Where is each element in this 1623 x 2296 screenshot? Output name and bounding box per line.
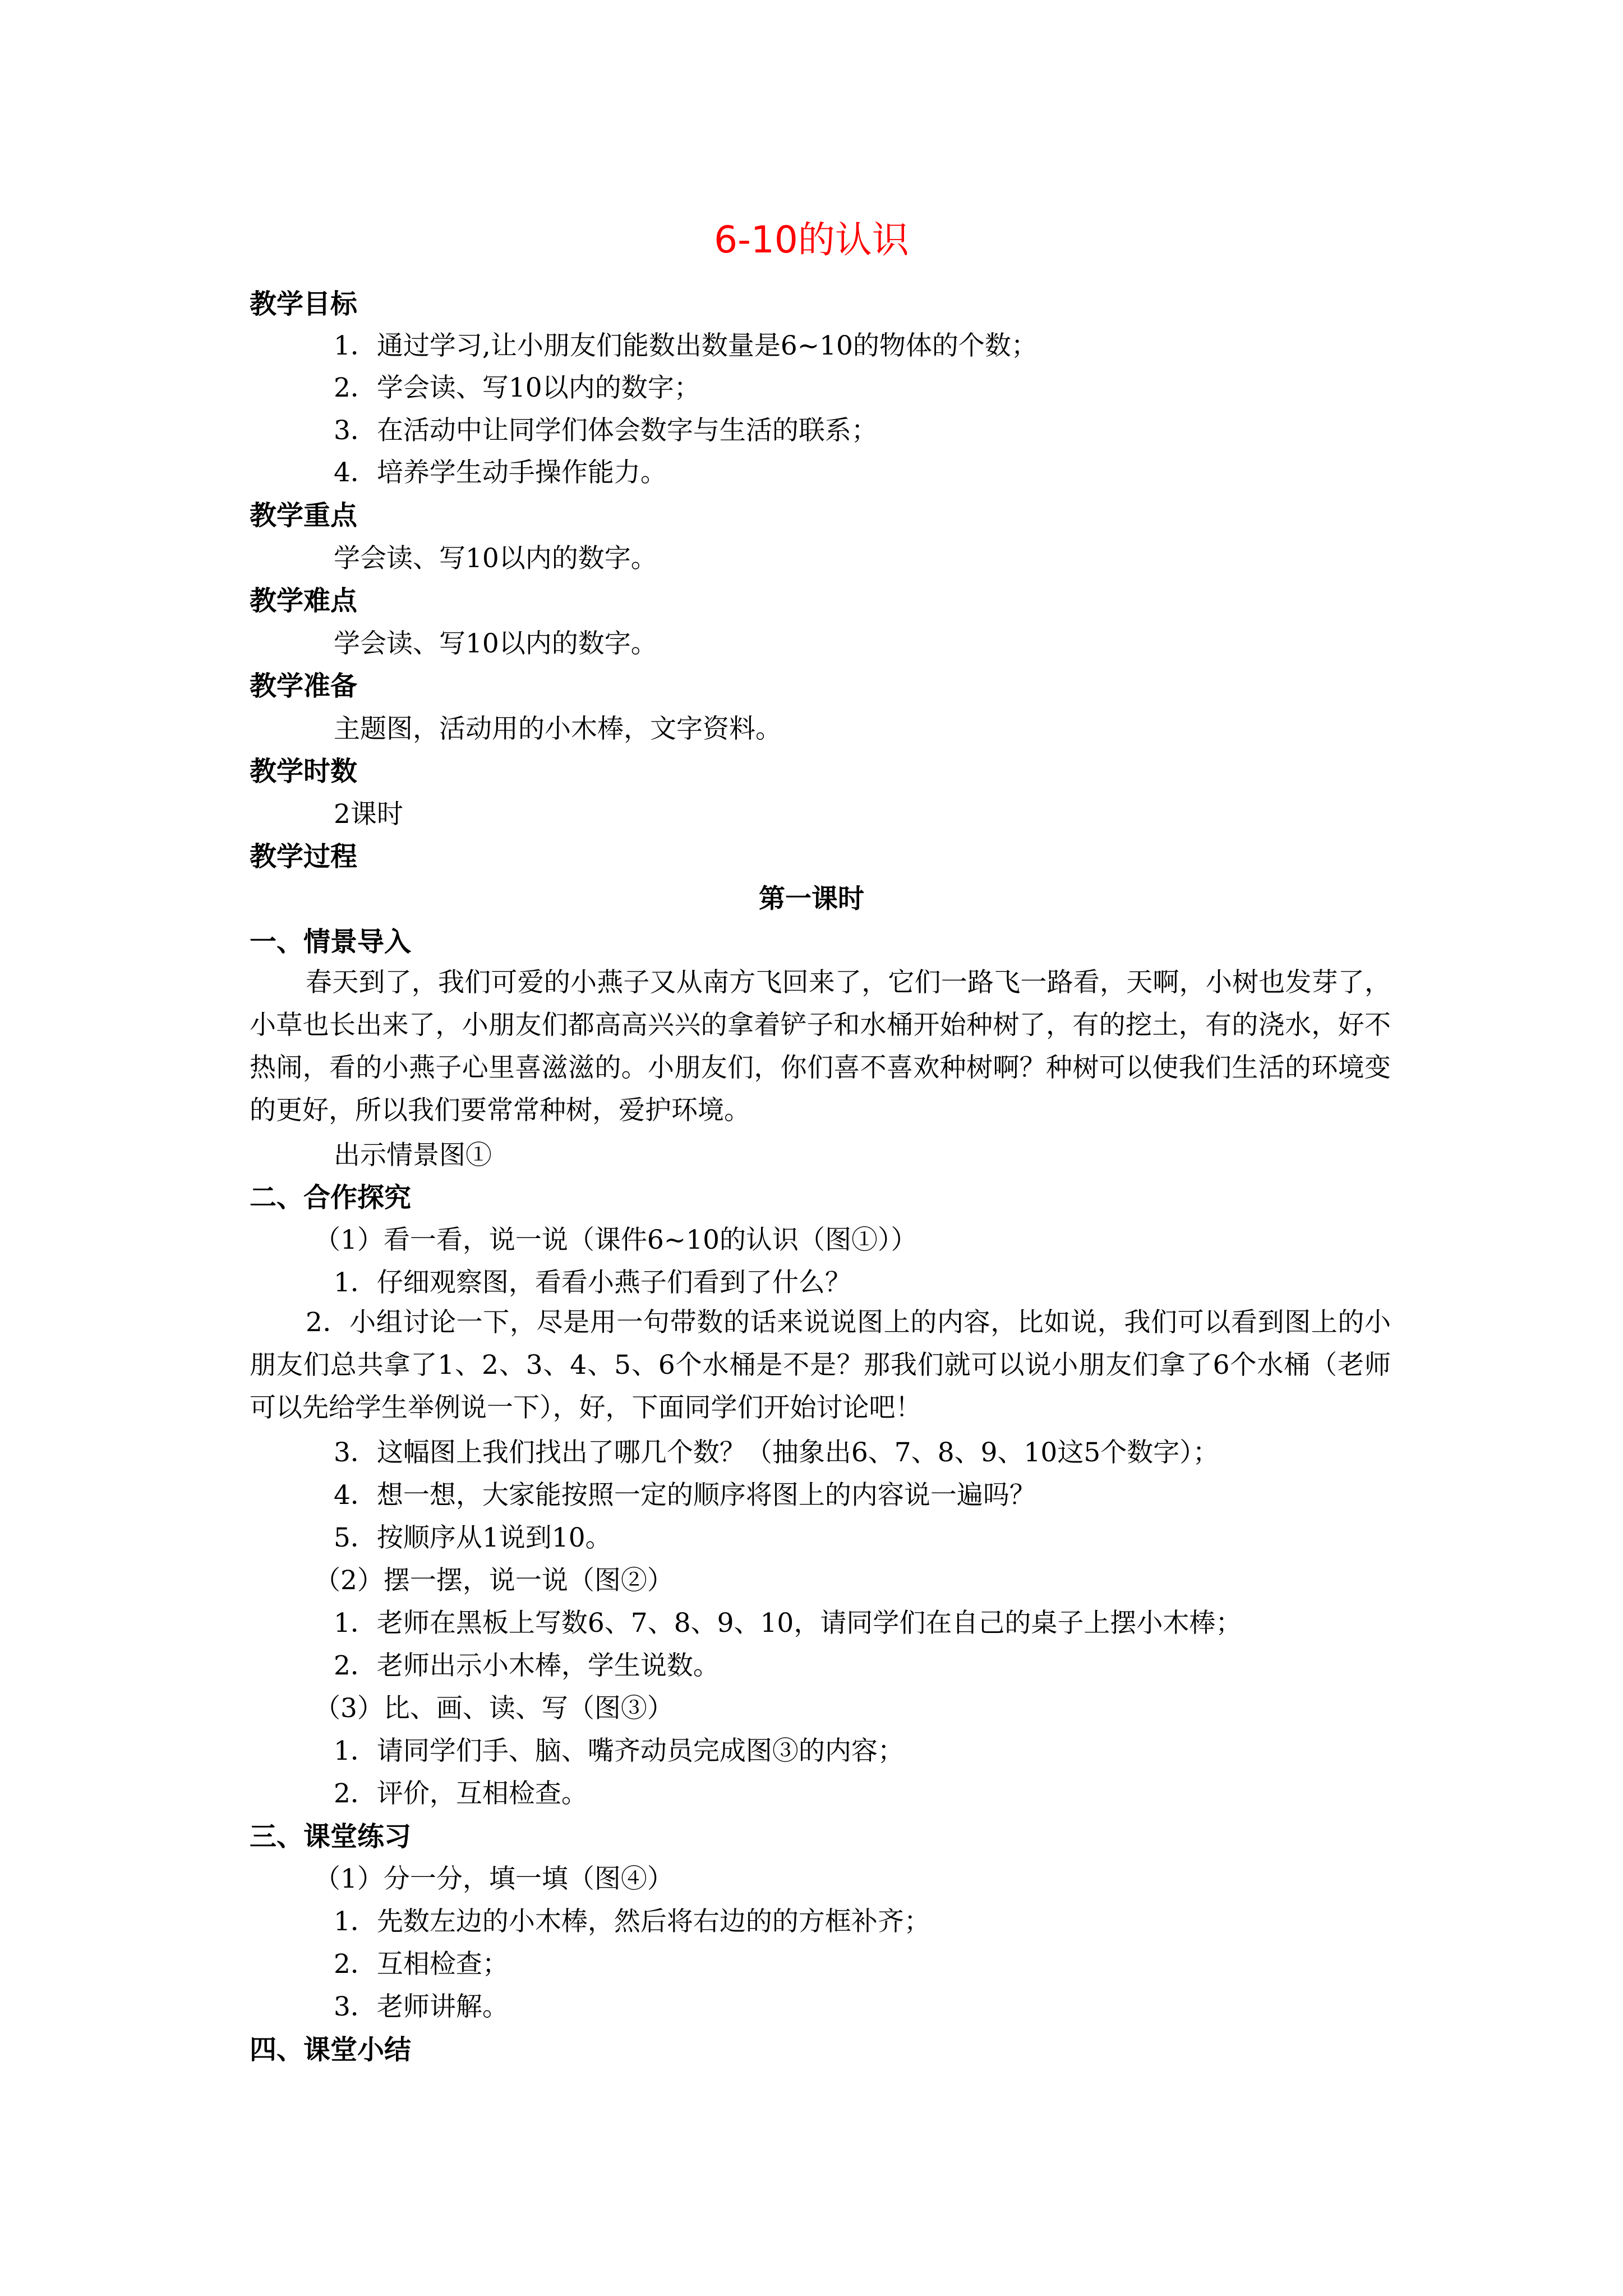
step-item: 3．老师讲解。 xyxy=(334,1991,509,2022)
lesson-title: 第一课时 xyxy=(759,884,864,914)
goal-item: 3．在活动中让同学们体会数字与生活的联系； xyxy=(334,415,878,446)
step-item: 3．这幅图上我们找出了哪几个数？（抽象出6、7、8、9、10这5个数字）； xyxy=(334,1437,1219,1468)
subsection-title: （3）比、画、读、写（图③） xyxy=(314,1693,674,1724)
section-heading: 三、课堂练习 xyxy=(250,1821,412,1852)
process-heading: 教学过程 xyxy=(250,841,358,872)
step-item: 2．评价，互相检查。 xyxy=(334,1778,588,1809)
discussion-paragraph: 2．小组讨论一下，尽是用一句带数的话来说说图上的内容，比如说，我们可以看到图上的小朋友们总共拿了1、2、3、4、5、6个水桶是不是？那我们就可以说小朋友们拿了6个水桶（老师可以先给学生举例说一下），好，下面同学们开始讨论吧！ xyxy=(250,1307,1391,1423)
difficulty-text: 学会读、写10以内的数字。 xyxy=(334,628,657,659)
step-item: 1．仔细观察图，看看小燕子们看到了什么？ xyxy=(334,1267,851,1298)
key-heading: 教学重点 xyxy=(250,500,358,531)
step-item: 4．想一想，大家能按照一定的顺序将图上的内容说一遍吗？ xyxy=(334,1480,1036,1511)
prep-heading: 教学准备 xyxy=(250,670,358,702)
goal-item: 1．通过学习,让小朋友们能数出数量是6~10的物体的个数； xyxy=(334,330,1038,361)
step-item: 2．互相检查； xyxy=(334,1949,509,1980)
step-item: 1．请同学们手、脑、嘴齐动员完成图③的内容； xyxy=(334,1736,904,1766)
goals-heading: 教学目标 xyxy=(250,288,358,320)
step-item: 1．先数左边的小木棒，然后将右边的的方框补齐； xyxy=(334,1906,930,1937)
section-heading: 四、课堂小结 xyxy=(250,2034,412,2065)
goal-item: 4．培养学生动手操作能力。 xyxy=(334,457,667,488)
intro-paragraph: 春天到了，我们可爱的小燕子又从南方飞回来了，它们一路飞一路看，天啊，小树也发芽了，小草也长出来了，小朋友们都高高兴兴的拿着铲子和水桶开始种树了，有的挖土，有的浇水，好不热闹，看的小燕子心里喜滋滋的。小朋友们，你们喜不喜欢种树啊？种树可以使我们生活的环境变的更好，所以我们要常常种树，爱护环境。 xyxy=(250,967,1391,1126)
section-heading: 二、合作探究 xyxy=(250,1182,412,1213)
step-item: 2．老师出示小木棒，学生说数。 xyxy=(334,1650,720,1681)
step-item: 5．按顺序从1说到10。 xyxy=(334,1522,612,1553)
section-heading: 一、情景导入 xyxy=(250,926,412,958)
document-title: 6-10的认识 xyxy=(714,218,909,261)
difficulty-heading: 教学难点 xyxy=(250,585,358,616)
show-text: 出示情景图① xyxy=(334,1140,492,1171)
key-text: 学会读、写10以内的数字。 xyxy=(334,543,657,574)
hours-text: 2课时 xyxy=(334,799,403,830)
hours-heading: 教学时数 xyxy=(250,756,358,787)
subsection-title: （1）看一看，说一说（课件6~10的认识（图①）） xyxy=(314,1225,917,1255)
prep-text: 主题图，活动用的小木棒，文字资料。 xyxy=(334,714,782,744)
subsection-title: （2）摆一摆，说一说（图②） xyxy=(314,1565,674,1596)
goal-item: 2．学会读、写10以内的数字； xyxy=(334,372,700,403)
step-item: 1．老师在黑板上写数6、7、8、9、10，请同学们在自己的桌子上摆小木棒； xyxy=(334,1608,1242,1639)
subsection-title: （1）分一分，填一填（图④） xyxy=(314,1864,674,1894)
